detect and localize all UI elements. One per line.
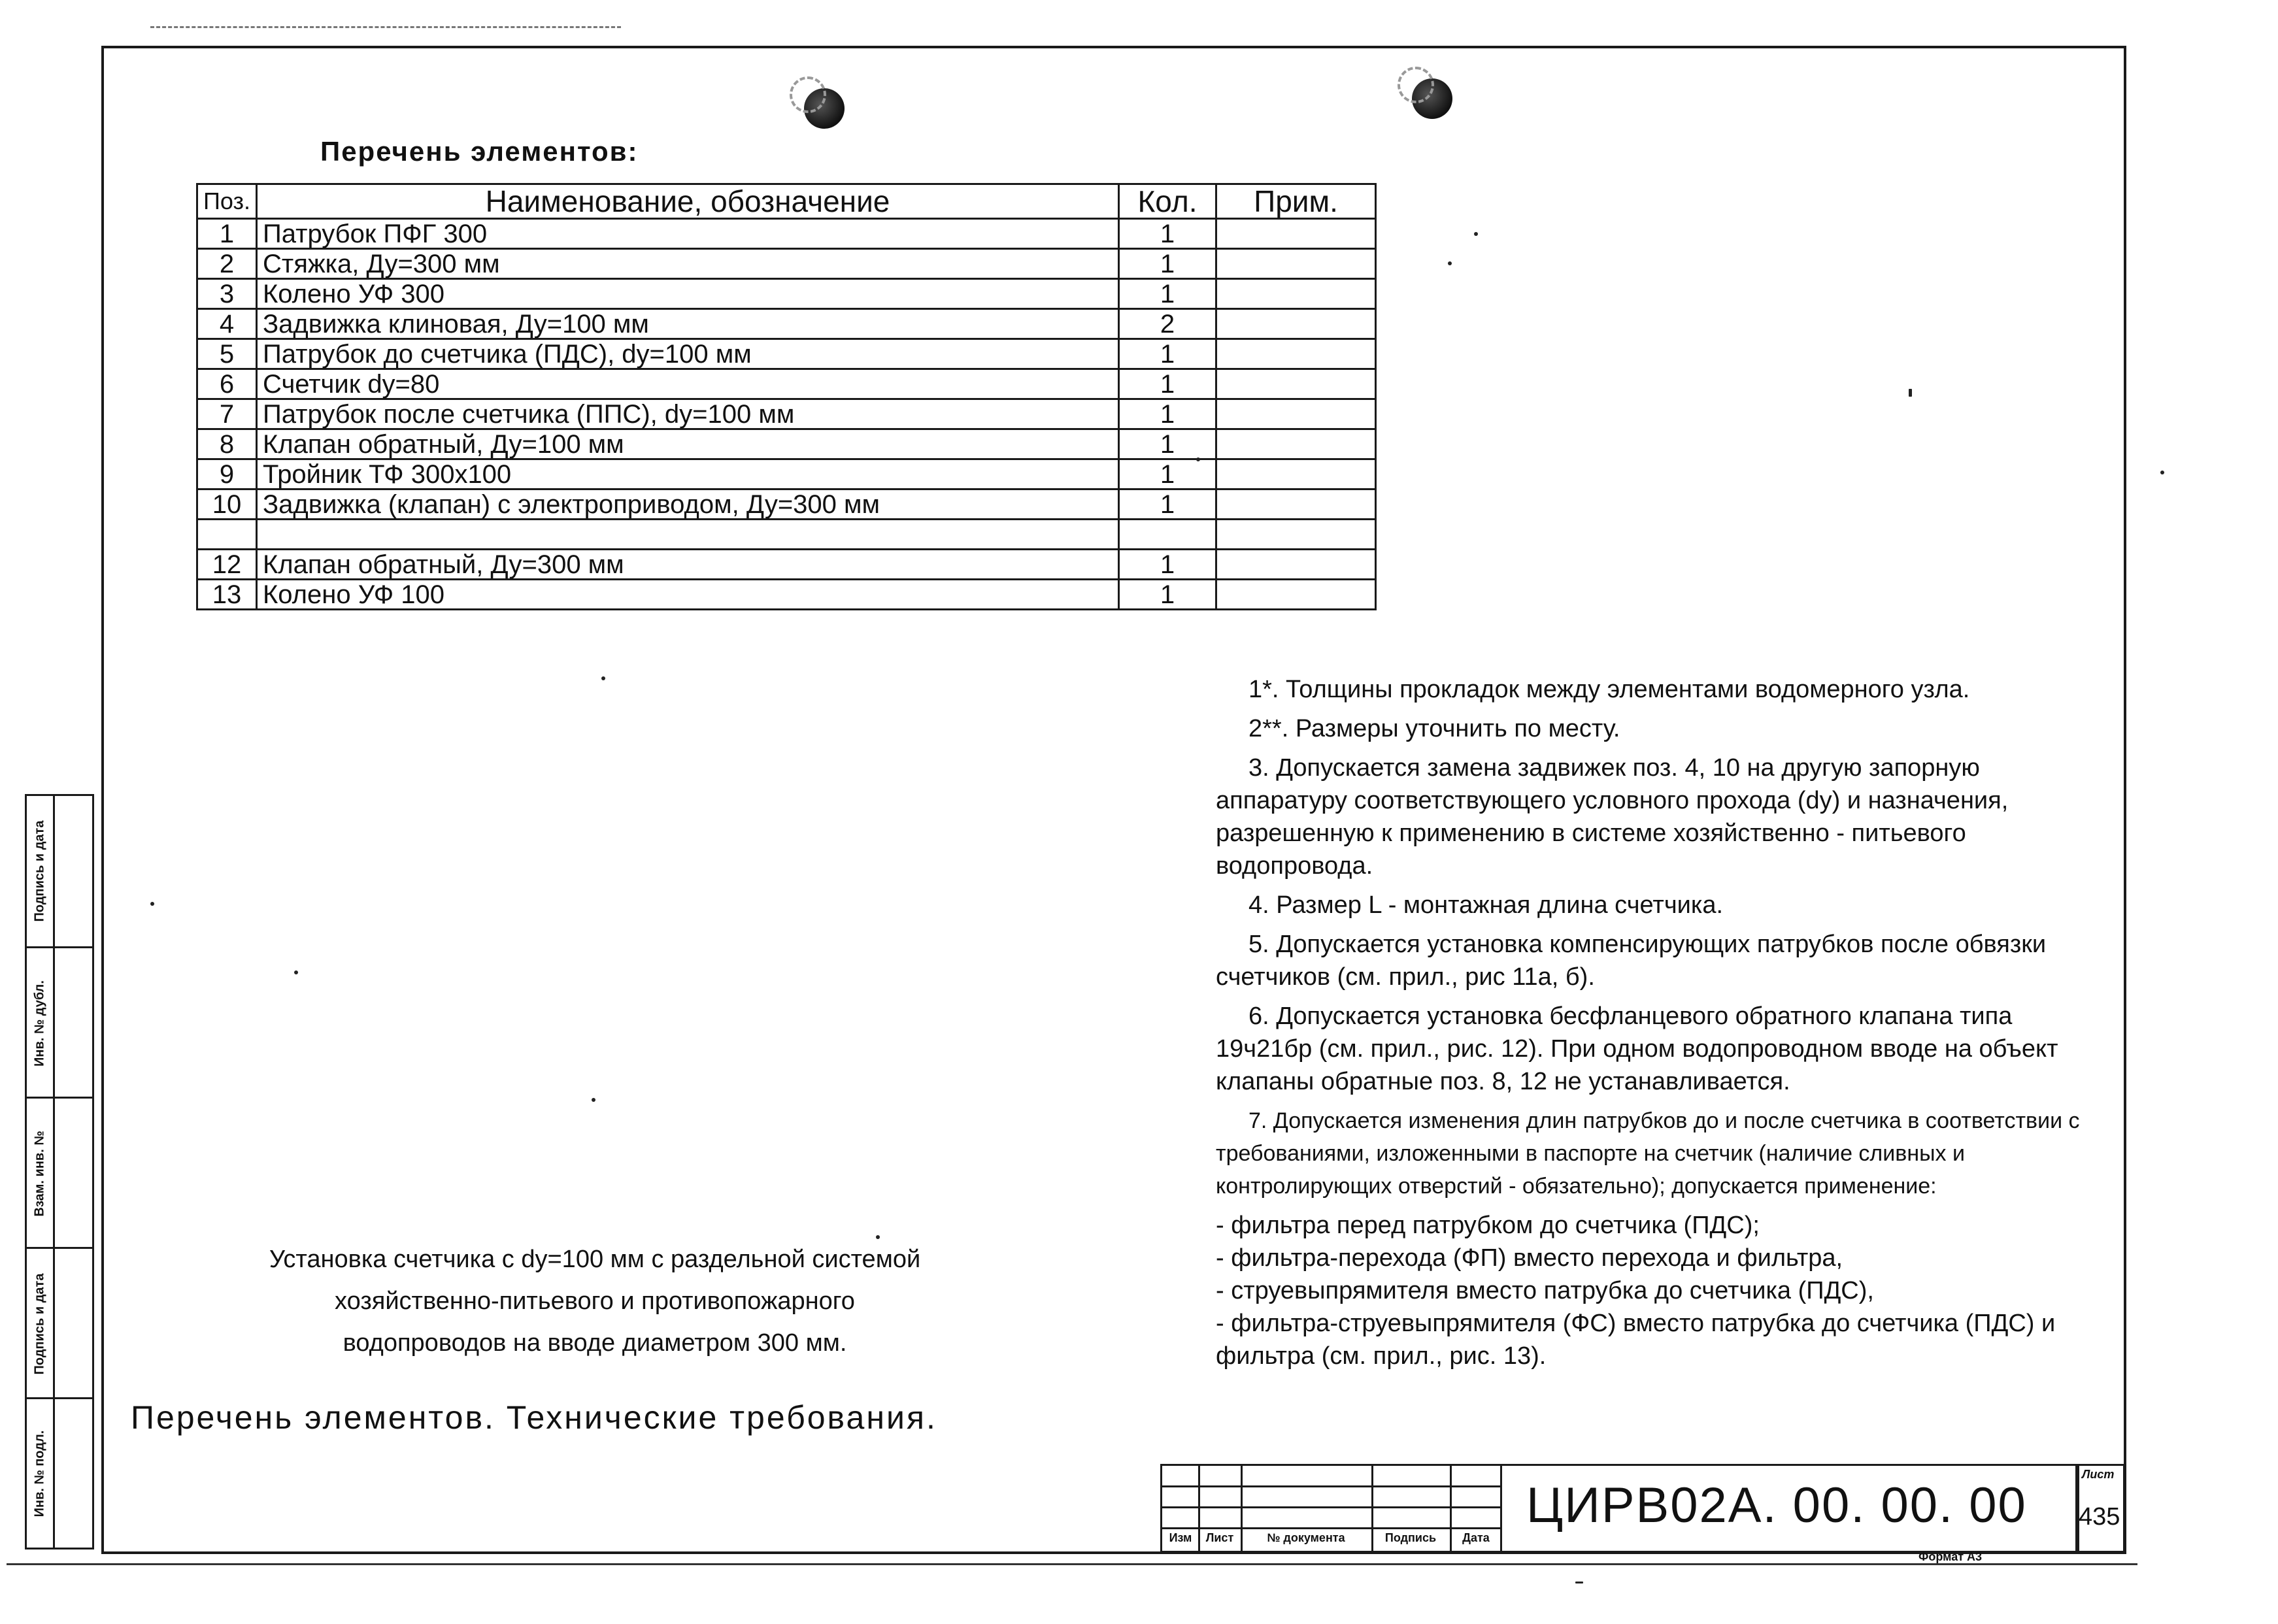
row-name: Задвижка клиновая, Ду=100 мм xyxy=(257,309,1119,339)
note-6: 6. Допускается установка бесфланцевого обратного клапана типа 19ч21бр (см. прил., рис. 12). При одном водопроводном вводе на объект клапаны обратные поз. 8, 12 не устанавливается. xyxy=(1216,1003,2058,1095)
scan-speck xyxy=(592,1098,595,1102)
elements-list-title: Перечень элементов: xyxy=(320,136,639,167)
side-label-box xyxy=(27,1249,55,1399)
scan-speck xyxy=(876,1235,880,1239)
table-row xyxy=(197,399,1376,429)
note-1: 1*. Толщины прокладок между элементами водомерного узла. xyxy=(1248,676,1970,703)
table-row xyxy=(197,219,1376,249)
row-name: Колено УФ 300 xyxy=(257,279,1119,309)
table-row xyxy=(197,429,1376,459)
row-name: Задвижка (клапан) с электроприводом, Ду=300 мм xyxy=(257,489,1119,520)
side-stamp-strip xyxy=(25,794,94,1549)
row-qty xyxy=(1119,520,1216,550)
row-pos: 2 xyxy=(197,249,257,279)
row-note xyxy=(1216,219,1376,249)
scan-edge-dash xyxy=(150,26,621,28)
row-name: Патрубок до счетчика (ПДС), dy=100 мм xyxy=(257,339,1119,369)
side-label-box xyxy=(27,1099,55,1249)
document-code: ЦИРВ02А. 00. 00. 00 xyxy=(1526,1478,2027,1533)
row-note xyxy=(1216,249,1376,279)
stamp-col-label: Лист xyxy=(1205,1531,1234,1544)
scan-speck xyxy=(1575,1582,1583,1583)
row-pos: 9 xyxy=(197,459,257,489)
list-item: - струевыпрямителя вместо патрубка до счетчика (ПДС), xyxy=(1216,1277,1874,1304)
side-cell xyxy=(27,1397,92,1548)
row-note xyxy=(1216,580,1376,610)
table-row xyxy=(197,279,1376,309)
scan-speck xyxy=(2160,471,2164,474)
title-block xyxy=(1160,1464,2121,1549)
binder-hole-icon xyxy=(804,88,845,129)
header-pos: Поз. xyxy=(197,184,257,219)
table-row xyxy=(197,339,1376,369)
note-7-list xyxy=(1216,1209,2105,1372)
side-cell xyxy=(27,1247,92,1399)
row-note xyxy=(1216,459,1376,489)
side-label-box xyxy=(27,948,55,1099)
header-name: Наименование, обозначение xyxy=(257,184,1119,219)
note-2: 2**. Размеры уточнить по месту. xyxy=(1248,715,1620,742)
scan-speck xyxy=(1909,389,1912,397)
row-note xyxy=(1216,489,1376,520)
row-pos: 1 xyxy=(197,219,257,249)
row-pos: 10 xyxy=(197,489,257,520)
row-qty: 1 xyxy=(1119,399,1216,429)
note-4: 4. Размер L - монтажная длина счетчика. xyxy=(1248,891,1724,919)
note-7: 7. Допускается изменения длин патрубков до и после счетчика в соответствии с требованиями, изложенными в паспорте на счетчик (наличие сливных и контролирующих отверстий - обязательно); допускается применение: xyxy=(1216,1108,2080,1199)
table-row xyxy=(197,309,1376,339)
drawing-caption xyxy=(235,1238,954,1364)
row-pos: 8 xyxy=(197,429,257,459)
list-item: - фильтра-струевыпрямителя (ФС) вместо патрубка до счетчика (ПДС) и фильтра (см. прил., рис. 13). xyxy=(1216,1310,2056,1370)
row-pos: 4 xyxy=(197,309,257,339)
stamp-col-label: Изм xyxy=(1169,1531,1192,1544)
paper-format: Формат А3 xyxy=(1918,1550,1983,1563)
scan-speck xyxy=(1196,457,1200,461)
sheet-number: 435 xyxy=(2079,1503,2120,1531)
row-qty: 1 xyxy=(1119,580,1216,610)
binder-hole-icon xyxy=(1412,78,1452,119)
row-qty: 1 xyxy=(1119,219,1216,249)
row-note xyxy=(1216,309,1376,339)
header-qty: Кол. xyxy=(1119,184,1216,219)
row-note xyxy=(1216,429,1376,459)
table-row xyxy=(197,369,1376,399)
row-note xyxy=(1216,339,1376,369)
side-label: Инв. № дубл. xyxy=(32,980,47,1067)
caption-line: Установка счетчика с dy=100 мм с раздельной системой xyxy=(269,1246,921,1273)
row-pos: 6 xyxy=(197,369,257,399)
scan-speck xyxy=(1474,232,1478,236)
row-qty: 1 xyxy=(1119,429,1216,459)
stamp-col-label: Дата xyxy=(1462,1531,1490,1544)
row-note xyxy=(1216,399,1376,429)
header-note: Прим. xyxy=(1216,184,1376,219)
row-name: Патрубок ПФГ 300 xyxy=(257,219,1119,249)
table-row xyxy=(197,249,1376,279)
table-row xyxy=(197,459,1376,489)
row-qty: 1 xyxy=(1119,249,1216,279)
table-row xyxy=(197,550,1376,580)
side-label: Подпись и дата xyxy=(32,1273,47,1375)
stamp-col-label: Подпись xyxy=(1384,1531,1437,1544)
caption-line: хозяйственно-питьевого и противопожарного xyxy=(335,1287,855,1315)
sheet-title: Перечень элементов. Технические требования. xyxy=(131,1399,937,1436)
row-qty: 1 xyxy=(1119,459,1216,489)
sheet-label: Лист xyxy=(2082,1468,2115,1481)
row-qty: 1 xyxy=(1119,489,1216,520)
side-cell xyxy=(27,1097,92,1249)
row-name: Колено УФ 100 xyxy=(257,580,1119,610)
stamp-col-label: № документа xyxy=(1267,1531,1345,1544)
side-label-box xyxy=(27,1399,55,1548)
note-3: 3. Допускается замена задвижек поз. 4, 10 на другую запорную аппаратуру соответствующего условного прохода (dy) и назначения, разрешенную к применению в системе хозяйственно - питьевого водопровода. xyxy=(1216,754,2009,880)
list-item: - фильтра-перехода (ФП) вместо перехода и фильтра, xyxy=(1216,1244,1843,1272)
side-label: Взам. инв. № xyxy=(32,1131,47,1217)
row-pos: 5 xyxy=(197,339,257,369)
row-name: Счетчик dy=80 xyxy=(257,369,1119,399)
elements-table xyxy=(196,183,1377,610)
row-qty: 1 xyxy=(1119,279,1216,309)
scan-speck xyxy=(294,970,298,974)
row-note xyxy=(1216,550,1376,580)
row-pos: 7 xyxy=(197,399,257,429)
row-name: Патрубок после счетчика (ППС), dy=100 мм xyxy=(257,399,1119,429)
row-name: Тройник ТФ 300х100 xyxy=(257,459,1119,489)
revision-grid xyxy=(1160,1464,1502,1553)
side-cell xyxy=(27,796,92,946)
row-name: Стяжка, Ду=300 мм xyxy=(257,249,1119,279)
row-name: Клапан обратный, Ду=100 мм xyxy=(257,429,1119,459)
row-qty: 1 xyxy=(1119,369,1216,399)
note-5: 5. Допускается установка компенсирующих патрубков после обвязки счетчиков (см. прил., рис 11а, б). xyxy=(1216,931,2047,991)
side-label: Инв. № подл. xyxy=(32,1430,47,1517)
row-pos: 3 xyxy=(197,279,257,309)
table-row xyxy=(197,520,1376,550)
scan-speck xyxy=(601,676,605,680)
sheet-bottom-edge xyxy=(7,1563,2137,1565)
row-qty: 1 xyxy=(1119,550,1216,580)
side-label: Подпись и дата xyxy=(32,820,47,922)
row-note xyxy=(1216,279,1376,309)
table-row xyxy=(197,580,1376,610)
row-name: Клапан обратный, Ду=300 мм xyxy=(257,550,1119,580)
row-name xyxy=(257,520,1119,550)
technical-requirements xyxy=(1216,673,2105,1372)
row-pos: 12 xyxy=(197,550,257,580)
caption-line: водопроводов на вводе диаметром 300 мм. xyxy=(343,1329,847,1357)
list-item: - фильтра перед патрубком до счетчика (ПДС); xyxy=(1216,1212,1760,1239)
row-qty: 2 xyxy=(1119,309,1216,339)
row-note xyxy=(1216,520,1376,550)
table-row xyxy=(197,489,1376,520)
row-pos: 13 xyxy=(197,580,257,610)
row-qty: 1 xyxy=(1119,339,1216,369)
side-cell xyxy=(27,946,92,1099)
row-pos xyxy=(197,520,257,550)
scan-speck xyxy=(150,902,154,906)
scan-speck xyxy=(1448,261,1452,265)
row-note xyxy=(1216,369,1376,399)
side-label-box xyxy=(27,796,55,946)
table-header-row xyxy=(197,184,1376,219)
